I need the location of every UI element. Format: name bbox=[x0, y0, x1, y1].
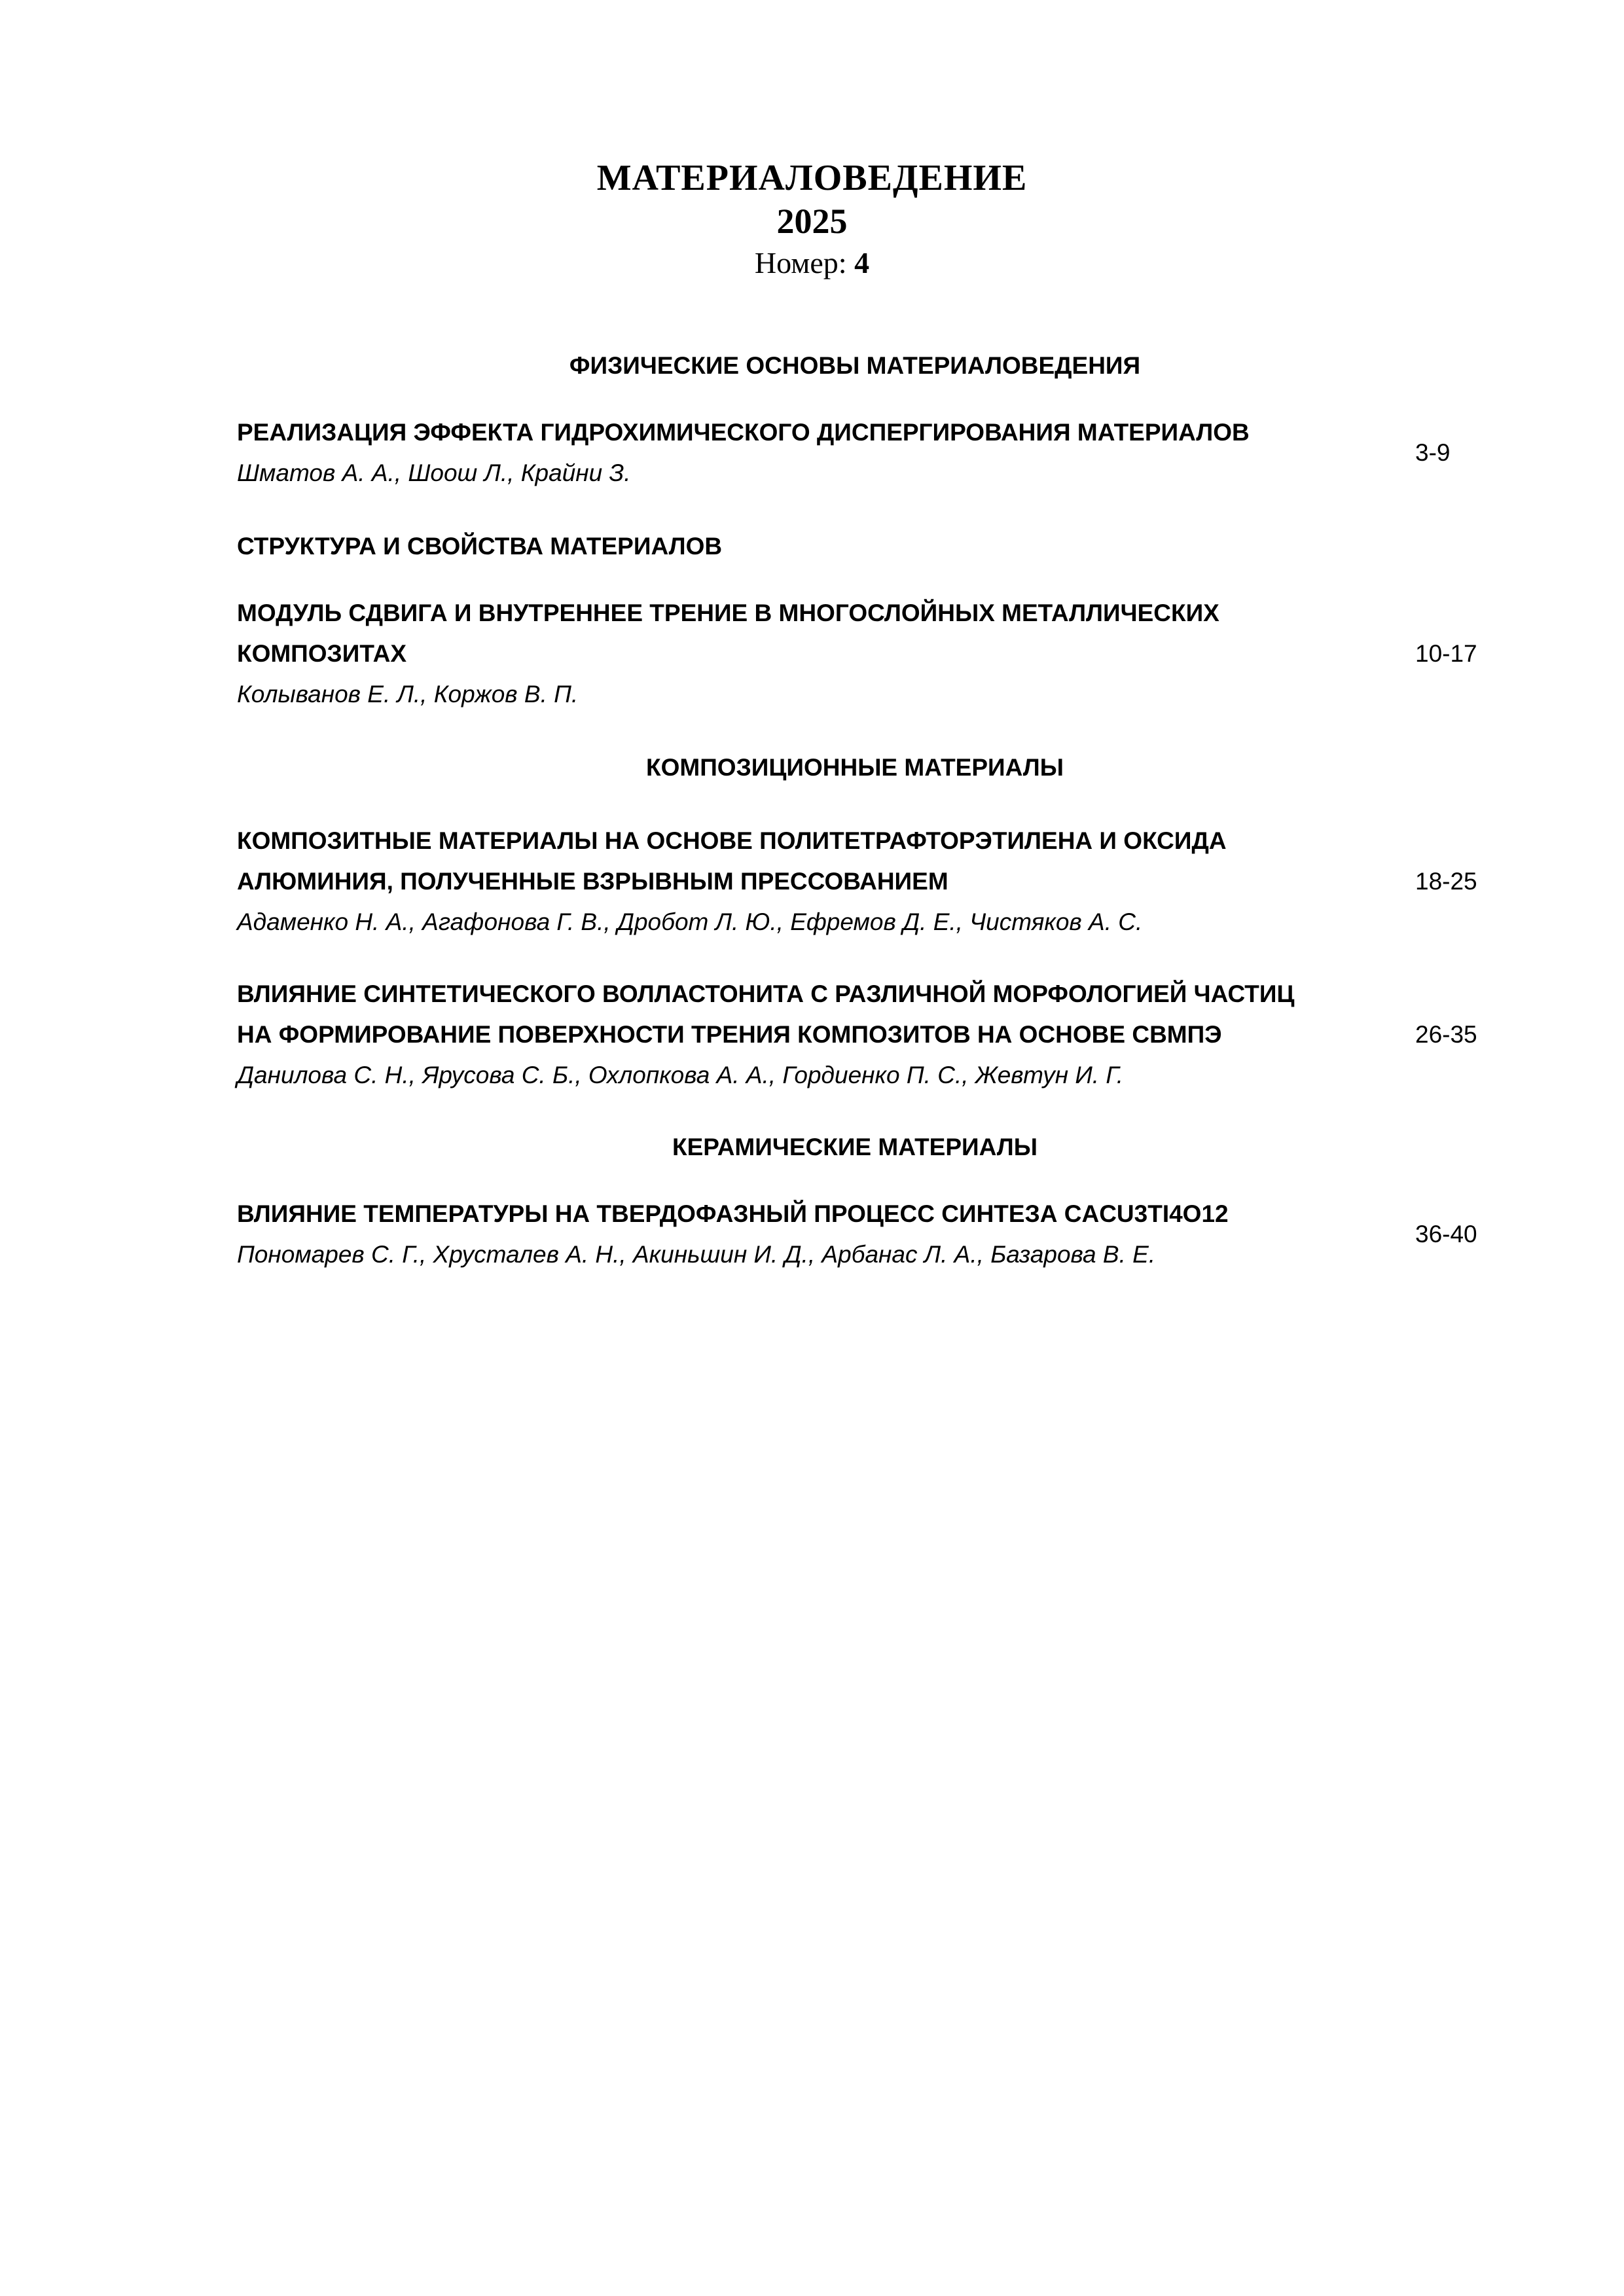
entry-title-line[interactable]: АЛЮМИНИЯ, ПОЛУЧЕННЫЕ ВЗРЫВНЫМ ПРЕССОВАНИЕМ bbox=[237, 868, 948, 895]
entry-authors: Адаменко Н. А., Агафонова Г. В., Дробот Л. Ю., Ефремов Д. Е., Чистяков А. С. bbox=[237, 908, 1143, 935]
entry-title-line[interactable]: НА ФОРМИРОВАНИЕ ПОВЕРХНОСТИ ТРЕНИЯ КОМПОЗИТОВ НА ОСНОВЕ СВМПЭ bbox=[237, 1021, 1222, 1048]
entry-pages: 3-9 bbox=[1415, 439, 1451, 466]
toc-entry[interactable] bbox=[237, 412, 1513, 493]
section-heading: КОМПОЗИЦИОННЫЕ МАТЕРИАЛЫ bbox=[646, 754, 1064, 781]
entry-body bbox=[237, 974, 1382, 1096]
entry-authors: Данилова С. Н., Ярусова С. Б., Охлопкова А. А., Гордиенко П. С., Жевтун И. Г. bbox=[237, 1062, 1124, 1088]
entry-pages: 10-17 bbox=[1415, 640, 1477, 667]
journal-year: 2025 bbox=[776, 202, 848, 241]
toc-entry[interactable] bbox=[237, 593, 1513, 715]
entry-authors: Пономарев С. Г., Хрусталев А. Н., Акиньшин И. Д., Арбанас Л. А., Базарова В. Е. bbox=[237, 1241, 1156, 1268]
entry-title-line[interactable]: КОМПОЗИТНЫЕ МАТЕРИАЛЫ НА ОСНОВЕ ПОЛИТЕТРАФТОРЭТИЛЕНА И ОКСИДА bbox=[237, 827, 1227, 854]
issue-line bbox=[0, 242, 1624, 284]
journal-header bbox=[0, 156, 1624, 284]
entry-pages: 18-25 bbox=[1415, 868, 1477, 895]
entry-body bbox=[237, 821, 1382, 942]
entry-body bbox=[237, 1194, 1382, 1275]
issue-number: 4 bbox=[854, 246, 870, 279]
entry-title[interactable]: ВЛИЯНИЕ ТЕМПЕРАТУРЫ НА ТВЕРДОФАЗНЫЙ ПРОЦЕСС СИНТЕЗА CACU3TI4O12 bbox=[237, 1200, 1229, 1227]
entry-authors: Колыванов Е. Л., Коржов В. П. bbox=[237, 681, 579, 708]
entry-pages: 36-40 bbox=[1415, 1221, 1477, 1247]
table-of-contents bbox=[237, 346, 1513, 1275]
toc-entry[interactable] bbox=[237, 821, 1513, 942]
section-heading: ФИЗИЧЕСКИЕ ОСНОВЫ МАТЕРИАЛОВЕДЕНИЯ bbox=[569, 352, 1141, 379]
toc-entry[interactable] bbox=[237, 974, 1513, 1096]
entry-body bbox=[237, 593, 1382, 715]
section-heading: СТРУКТУРА И СВОЙСТВА МАТЕРИАЛОВ bbox=[237, 533, 723, 560]
entry-title[interactable]: РЕАЛИЗАЦИЯ ЭФФЕКТА ГИДРОХИМИЧЕСКОГО ДИСПЕРГИРОВАНИЯ МАТЕРИАЛОВ bbox=[237, 419, 1250, 446]
entry-pages: 26-35 bbox=[1415, 1021, 1477, 1048]
entry-title-line[interactable]: ВЛИЯНИЕ СИНТЕТИЧЕСКОГО ВОЛЛАСТОНИТА С РАЗЛИЧНОЙ МОРФОЛОГИЕЙ ЧАСТИЦ bbox=[237, 980, 1295, 1007]
entry-title-line[interactable]: КОМПОЗИТАХ bbox=[237, 640, 406, 667]
toc-entry[interactable] bbox=[237, 1194, 1513, 1275]
journal-title: МАТЕРИАЛОВЕДЕНИЕ bbox=[596, 158, 1028, 198]
issue-label: Номер: bbox=[754, 246, 847, 279]
entry-body bbox=[237, 412, 1382, 493]
entry-authors: Шматов А. А., Шоош Л., Крайни З. bbox=[237, 459, 631, 486]
section-heading: КЕРАМИЧЕСКИЕ МАТЕРИАЛЫ bbox=[672, 1134, 1038, 1160]
entry-title-line[interactable]: МОДУЛЬ СДВИГА И ВНУТРЕННЕЕ ТРЕНИЕ В МНОГОСЛОЙНЫХ МЕТАЛЛИЧЕСКИХ bbox=[237, 600, 1219, 626]
